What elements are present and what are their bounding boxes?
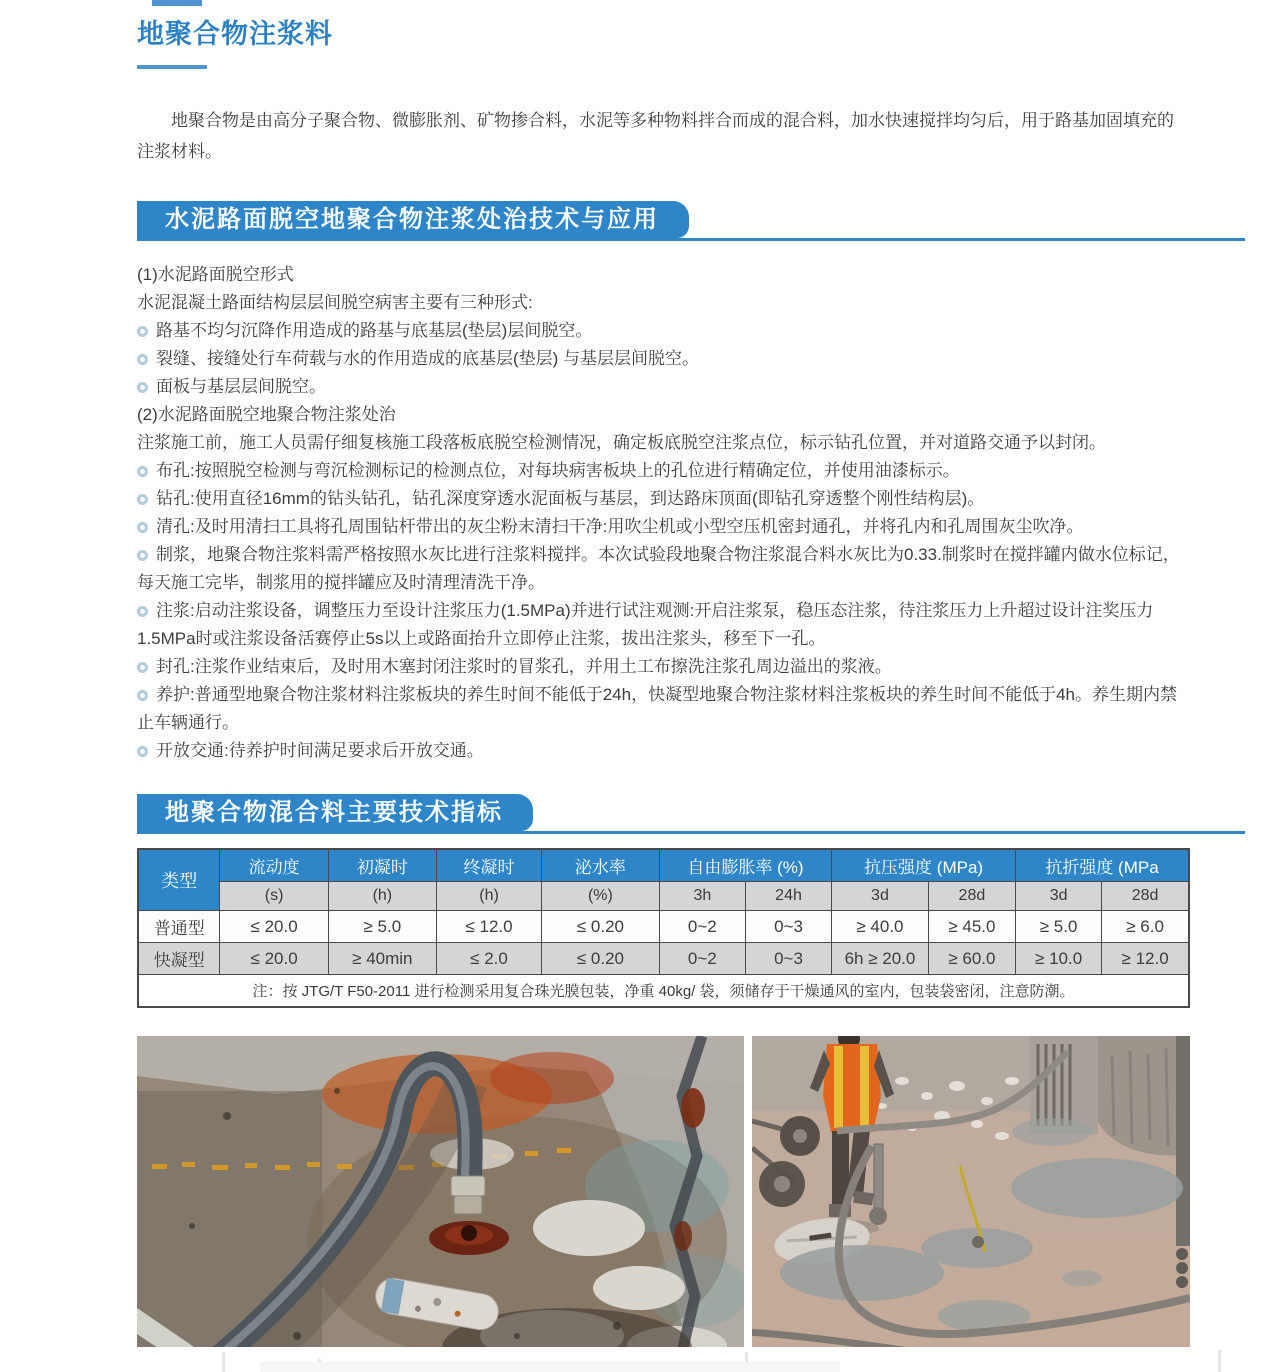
- cell: ≤ 2.0: [436, 943, 541, 975]
- ring-bullet-icon: [137, 746, 148, 757]
- photo-row: [137, 1036, 1190, 1361]
- table-group-header-row: [138, 849, 1189, 882]
- line-text: 钻孔:使用直径16mm的钻头钻孔，钻孔深度穿透水泥面板与基层，到达路床顶面(即钻孔穿透整个刚性结构层)。: [156, 489, 985, 508]
- sub-header: 3d: [832, 882, 929, 911]
- bullet-line: [137, 737, 1190, 765]
- page-bottom-margin: [0, 1347, 1280, 1372]
- bullet-line: [137, 653, 1190, 681]
- ring-bullet-icon: [137, 690, 148, 701]
- cell: ≥ 12.0: [1102, 943, 1189, 975]
- cell: 6h ≥ 20.0: [832, 943, 929, 975]
- cell: ≥ 5.0: [328, 911, 436, 943]
- line-text: 注浆:启动注浆设备，调整压力至设计注浆压力(1.5MPa)并进行试注观测:开启注浆泵，稳压态注浆，待注浆压力上升超过设计注奖压力1.5MPa时或注浆设备活赛停止5s以上或路面抬升立即停止注浆，拔出注浆头，移至下一孔。: [137, 601, 1154, 648]
- row-label: 快凝型: [138, 943, 220, 975]
- sub-header: (%): [542, 882, 660, 911]
- bullet-line: [137, 513, 1190, 541]
- cell: 0~2: [659, 943, 745, 975]
- ring-bullet-icon: [137, 382, 148, 393]
- table-row-rapid: [138, 943, 1189, 975]
- col-header-final-set: 终凝时: [436, 849, 541, 882]
- col-header-type: 类型: [138, 849, 220, 911]
- col-header-bleeding: 泌水率: [542, 849, 660, 882]
- cell: ≥ 5.0: [1016, 911, 1102, 943]
- photo-grouting-hole: [137, 1036, 744, 1361]
- sub-header: (h): [436, 882, 541, 911]
- photo-grouting-site: [752, 1036, 1190, 1361]
- col-header-expansion: 自由膨胀率 (%): [659, 849, 831, 882]
- table-sub-header-row: [138, 882, 1189, 911]
- ring-bullet-icon: [137, 522, 148, 533]
- sub-header: (s): [220, 882, 328, 911]
- line-text: (1)水泥路面脱空形式: [137, 265, 294, 284]
- text-line: [137, 261, 1190, 289]
- line-text: 水泥混凝土路面结构层层间脱空病害主要有三种形式:: [137, 293, 533, 312]
- cell: ≥ 45.0: [928, 911, 1015, 943]
- text-line: [137, 289, 1190, 317]
- cell: ≥ 40min: [328, 943, 436, 975]
- line-text: 养护:普通型地聚合物注浆材料注浆板块的养生时间不能低于24h，快凝型地聚合物注浆材料注浆板块的养生时间不能低于4h。养生期内禁止车辆通行。: [137, 685, 1177, 732]
- cell: ≥ 40.0: [832, 911, 929, 943]
- ring-bullet-icon: [137, 326, 148, 337]
- sub-header: 24h: [745, 882, 831, 911]
- text-line: [137, 401, 1190, 429]
- sub-header: 3d: [1016, 882, 1102, 911]
- bullet-line: [137, 457, 1190, 485]
- procedure-text-block: [137, 241, 1190, 765]
- page-title: 地聚合物注浆料: [137, 19, 333, 49]
- cell: ≥ 6.0: [1102, 911, 1189, 943]
- col-header-compressive: 抗压强度 (MPa): [832, 849, 1016, 882]
- cell: 0~3: [745, 911, 831, 943]
- line-text: 裂缝、接缝处行车荷载与水的作用造成的底基层(垫层) 与基层层间脱空。: [156, 349, 700, 368]
- sub-header: 3h: [659, 882, 745, 911]
- ring-bullet-icon: [137, 606, 148, 617]
- cell: ≤ 12.0: [436, 911, 541, 943]
- col-header-flexural: 抗折强度 (MPa: [1016, 849, 1189, 882]
- cell: ≤ 20.0: [220, 943, 328, 975]
- top-edge-artifact: [152, 0, 202, 6]
- line-text: 制浆，地聚合物注浆料需严格按照水灰比进行注浆料搅拌。本次试验段地聚合物注浆混合料水灰比为0.33.制浆时在搅拌罐内做水位标记，每天施工完毕，制浆用的搅拌罐应及时清理清洗干净。: [137, 545, 1180, 592]
- bullet-line: [137, 681, 1190, 737]
- row-label: 普通型: [138, 911, 220, 943]
- cell: ≥ 10.0: [1016, 943, 1102, 975]
- title-underline: [137, 65, 207, 69]
- bullet-line: [137, 597, 1190, 653]
- col-header-flow: 流动度: [220, 849, 328, 882]
- sub-header: 28d: [1102, 882, 1189, 911]
- cell: ≤ 0.20: [542, 943, 660, 975]
- line-text: 注浆施工前，施工人员需仔细复核施工段落板底脱空检测情况，确定板底脱空注浆点位，标示钻孔位置，并对道路交通予以封闭。: [137, 433, 1106, 452]
- bullet-line: [137, 541, 1190, 597]
- cell: ≤ 20.0: [220, 911, 328, 943]
- bullet-line: [137, 485, 1190, 513]
- text-line: [137, 429, 1190, 457]
- col-header-initial-set: 初凝时: [328, 849, 436, 882]
- section1-banner: 水泥路面脱空地聚合物注浆处治技术与应用: [137, 201, 689, 238]
- sub-header: (h): [328, 882, 436, 911]
- ring-bullet-icon: [137, 662, 148, 673]
- cell: 0~3: [745, 943, 831, 975]
- line-text: 布孔:按照脱空检测与弯沉检测标记的检测点位，对每块病害板块上的孔位进行精确定位，并使用油漆标示。: [156, 461, 960, 480]
- cell: ≥ 60.0: [928, 943, 1015, 975]
- sub-header: 28d: [928, 882, 1015, 911]
- cell: 0~2: [659, 911, 745, 943]
- section1-banner-row: [137, 167, 1245, 241]
- line-text: 封孔:注浆作业结束后，及时用木塞封闭注浆时的冒浆孔，并用土工布擦洗注浆孔周边溢出的浆液。: [156, 657, 892, 676]
- line-text: 路基不均匀沉降作用造成的路基与底基层(垫层)层间脱空。: [156, 321, 593, 340]
- line-text: 开放交通:待养护时间满足要求后开放交通。: [156, 741, 484, 760]
- line-text: 清孔:及时用清扫工具将孔周围钻杆带出的灰尘粉末清扫干净:用吹尘机或小型空压机密封通孔，并将孔内和孔周围灰尘吹净。: [156, 517, 1084, 536]
- bullet-line: [137, 373, 1190, 401]
- line-text: (2)水泥路面脱空地聚合物注浆处治: [137, 405, 396, 424]
- bullet-line: [137, 317, 1190, 345]
- bullet-line: [137, 345, 1190, 373]
- section2-banner: 地聚合物混合料主要技术指标: [137, 794, 533, 831]
- ring-bullet-icon: [137, 550, 148, 561]
- ring-bullet-icon: [137, 354, 148, 365]
- table-row-ordinary: [138, 911, 1189, 943]
- table-note-row: [138, 975, 1189, 1007]
- intro-paragraph: 地聚合物是由高分子聚合物、微膨胀剂、矿物掺合料，水泥等多种物料拌合而成的混合料，加水快速搅拌均匀后，用于路基加固填充的注浆材料。: [137, 111, 1174, 161]
- spec-table: [137, 848, 1190, 1008]
- section2-banner-row: [137, 794, 1245, 834]
- line-text: 面板与基层层间脱空。: [156, 377, 326, 396]
- ring-bullet-icon: [137, 466, 148, 477]
- cell: ≤ 0.20: [542, 911, 660, 943]
- table-note: 注：按 JTG/T F50-2011 进行检测采用复合珠光膜包装，净重 40kg/ 袋，须储存于干燥通风的室内，包装袋密闭，注意防潮。: [138, 975, 1189, 1007]
- ring-bullet-icon: [137, 494, 148, 505]
